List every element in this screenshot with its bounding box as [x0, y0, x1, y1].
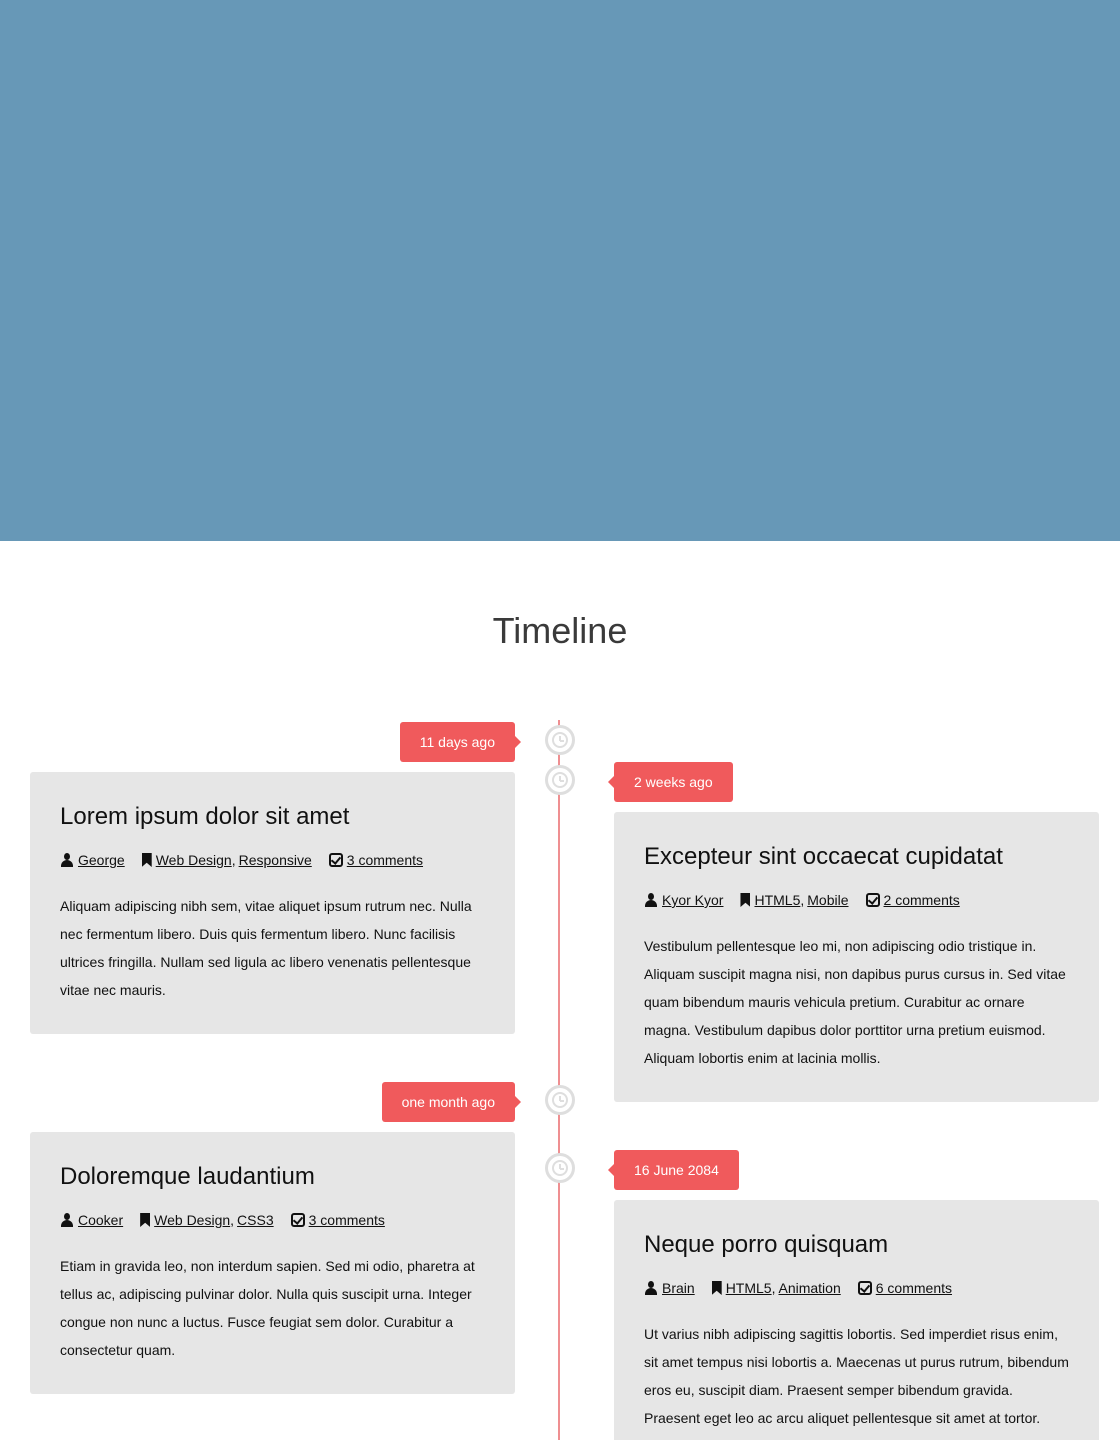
author-link[interactable]: George	[78, 852, 125, 868]
card-title: Lorem ipsum dolor sit amet	[60, 803, 350, 830]
edit-icon	[858, 1281, 872, 1295]
timeline-node	[545, 1085, 575, 1115]
card-body: Aliquam adipiscing nibh sem, vitae aliquet ipsum rutrum nec. Nulla nec fermentum libero. Duis quis fermentum libero. Nunc facilisis ultrices fringilla. Nullam sed ligula ac libero venenatis pellentesque vitae nec mauris.	[60, 898, 472, 998]
card-title: Excepteur sint occaecat cupidatat	[644, 843, 1003, 870]
timeline-card	[30, 772, 515, 1034]
timeline-card	[614, 812, 1099, 1102]
edit-icon	[329, 853, 343, 867]
user-icon	[60, 853, 74, 867]
bookmark-icon	[740, 893, 750, 907]
user-icon	[644, 1281, 658, 1295]
tag-link[interactable]: Responsive	[238, 852, 312, 868]
timeline-card	[30, 1132, 515, 1394]
timeline-card	[614, 1200, 1099, 1440]
bookmark-icon	[712, 1281, 722, 1295]
date-badge: 16 June 2084	[614, 1150, 739, 1190]
tag-link[interactable]: Web Design	[154, 1212, 231, 1228]
timeline-node	[545, 1153, 575, 1183]
card-title: Doloremque laudantium	[60, 1163, 315, 1190]
timeline-line	[558, 720, 560, 1440]
comments-link[interactable]: 2 comments	[883, 892, 960, 908]
date-badge: 2 weeks ago	[614, 762, 733, 802]
card-body: Vestibulum pellentesque leo mi, non adipiscing odio tristique in. Aliquam suscipit magna nisi, non dapibus purus cursus in. Sed vitae quam bibendum mauris vehicula pretium. Curabitur ac ornare magna. Vestibulum dapibus dolor porttitor urna pretium euismod. Aliquam lobortis enim at lacinia mollis.	[644, 938, 1066, 1066]
tag-link[interactable]: Mobile	[807, 892, 849, 908]
author-link[interactable]: Brain	[662, 1280, 695, 1296]
clock-icon	[552, 732, 568, 748]
comments-link[interactable]: 3 comments	[346, 852, 424, 868]
bookmark-icon	[142, 853, 152, 867]
card-meta: George Web Design , Responsive 3 comments	[60, 850, 485, 870]
card-meta: Cooker Web Design , CSS3 3 comments	[60, 1210, 485, 1230]
tag-link[interactable]: CSS3	[237, 1212, 274, 1228]
card-meta: Kyor Kyor HTML5 , Mobile 2 comments	[644, 890, 1069, 910]
edit-icon	[866, 893, 880, 907]
card-title: Neque porro quisquam	[644, 1231, 889, 1258]
user-icon	[644, 893, 658, 907]
card-body: Ut varius nibh adipiscing sagittis lobortis. Sed imperdiet risus enim, sit amet tempus nisi lobortis a. Maecenas ut purus rutrum, bibendum eros eu, suscipit diam. Praesent semper bibendum gravida. Praesent eget leo ac arcu aliquet pellentesque sit amet at tortor.	[644, 1326, 1069, 1426]
tag-link[interactable]: Web Design	[155, 852, 232, 868]
timeline-node	[545, 765, 575, 795]
tag-link[interactable]: HTML5	[754, 892, 801, 908]
user-icon	[60, 1213, 74, 1227]
date-badge: one month ago	[382, 1082, 515, 1122]
bookmark-icon	[140, 1213, 150, 1227]
comments-link[interactable]: 6 comments	[875, 1280, 952, 1296]
clock-icon	[552, 1160, 568, 1176]
edit-icon	[291, 1213, 305, 1227]
tag-link[interactable]: Animation	[778, 1280, 841, 1296]
clock-icon	[552, 772, 568, 788]
author-link[interactable]: Kyor Kyor	[662, 892, 724, 908]
clock-icon	[552, 1092, 568, 1108]
card-meta: Brain HTML5 , Animation 6 comments	[644, 1278, 1069, 1298]
author-link[interactable]: Cooker	[78, 1212, 124, 1228]
tag-link[interactable]: HTML5	[725, 1280, 772, 1296]
comments-link[interactable]: 3 comments	[308, 1212, 385, 1228]
card-body: Etiam in gravida leo, non interdum sapien. Sed mi odio, pharetra at tellus ac, adipiscing pulvinar dolor. Nulla quis suscipit urna. Integer congue non nunc a luctus. Fusce feugiat sem dolor. Curabitur a consectetur quam.	[60, 1258, 475, 1358]
date-badge: 11 days ago	[400, 722, 515, 762]
page-title: Timeline	[492, 610, 628, 651]
hero-banner	[0, 0, 1120, 541]
timeline-node	[545, 725, 575, 755]
